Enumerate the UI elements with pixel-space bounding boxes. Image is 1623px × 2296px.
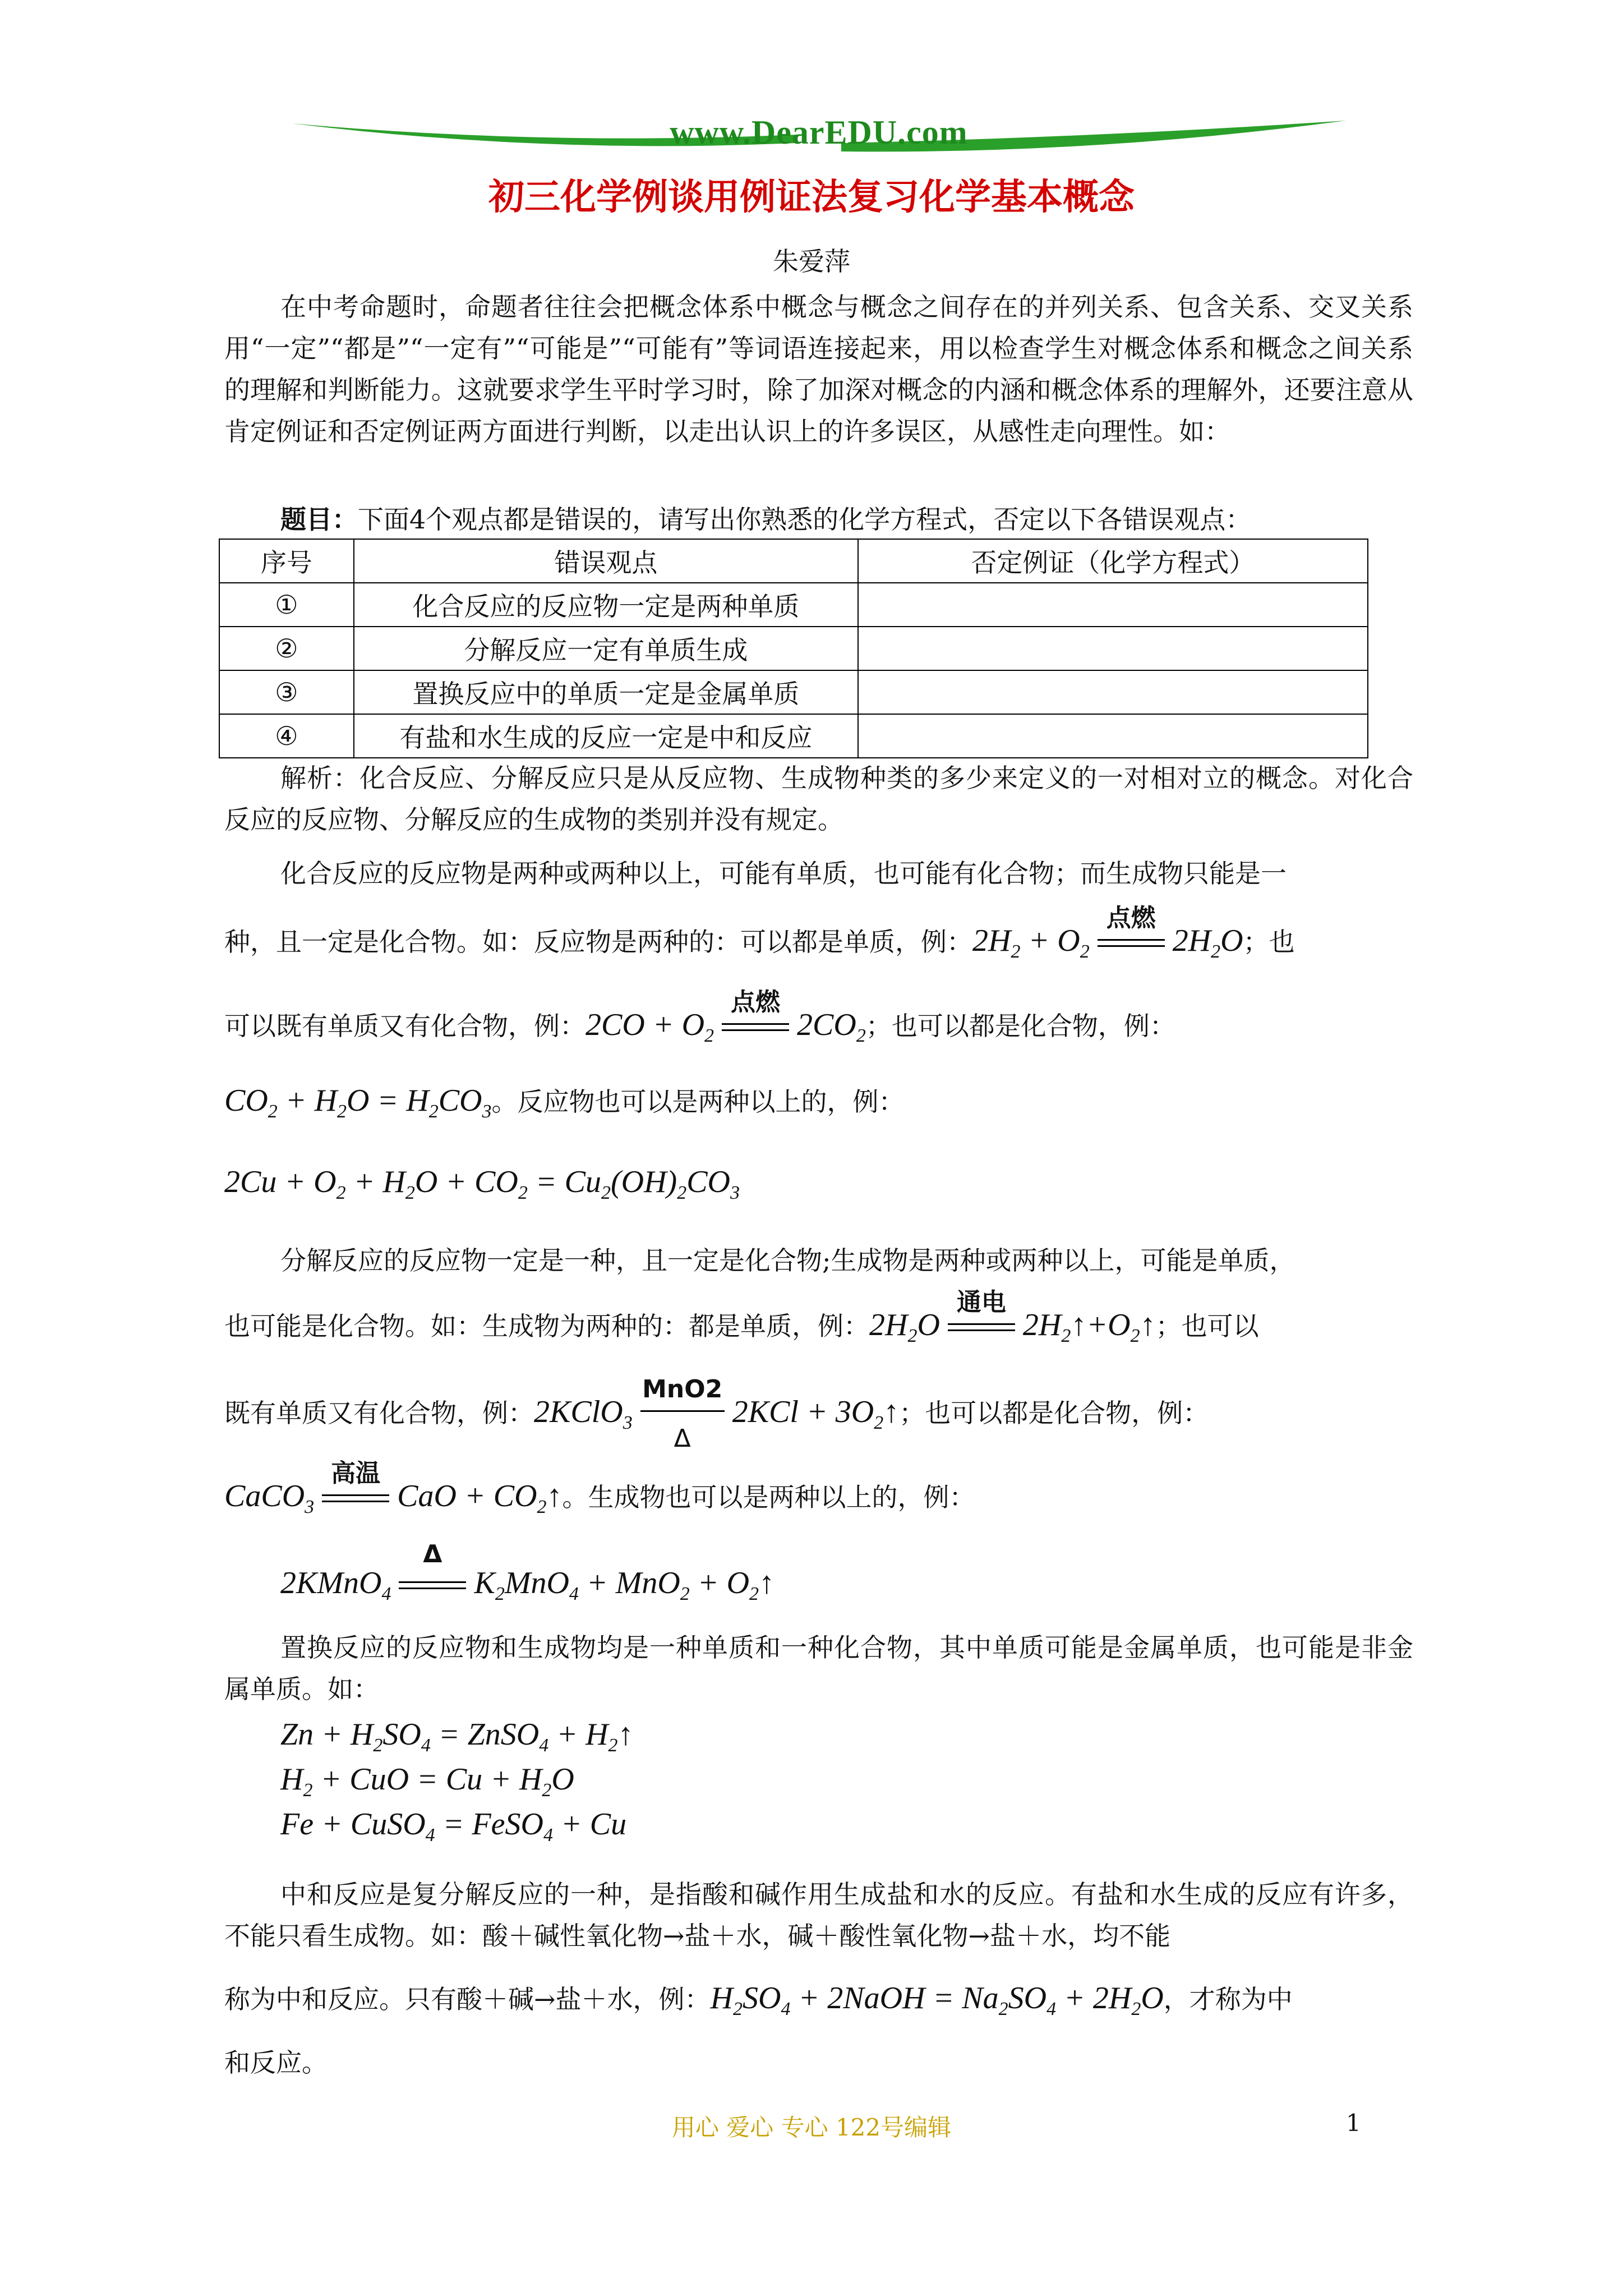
text: ；也可以都是化合物，例： bbox=[865, 1011, 1175, 1041]
decomposition-line-2 bbox=[224, 1288, 1259, 1357]
condition bbox=[399, 1540, 466, 1603]
text: 也可能是化合物。如：生成物为两种的：都是单质，例： bbox=[224, 1311, 869, 1341]
condition-label: 点燃 bbox=[1106, 904, 1156, 933]
condition-label: Δ bbox=[674, 1424, 691, 1453]
equation-water-electrolysis: $2H_2O$ 通电 $2H_2↑+O_2↑$ bbox=[869, 1308, 1156, 1342]
equation-h2-o2: $2H_2 + O_2$ 点燃 $2H_2O$ bbox=[972, 923, 1243, 958]
row-example[interactable] bbox=[858, 714, 1368, 758]
decomposition-line-1: 分解反应的反应物一定是一种，且一定是化合物;生成物是两种或两种以上，可能是单质， bbox=[280, 1245, 1295, 1276]
combination-line-1: 化合反应的反应物是两种或两种以上，可能有单质，也可能有化合物；而生成物只能是一 bbox=[280, 858, 1287, 889]
double-bar bbox=[948, 1323, 1015, 1331]
footer-text: 用心 爱心 专心 122号编辑 bbox=[671, 2114, 952, 2141]
condition-label: 通电 bbox=[956, 1288, 1006, 1317]
double-bar bbox=[399, 1581, 466, 1589]
condition-label: Δ bbox=[423, 1540, 442, 1569]
table-row bbox=[219, 714, 1368, 758]
condition bbox=[322, 1459, 389, 1516]
row-example[interactable] bbox=[858, 670, 1368, 714]
text: 。生成物也可以是两种以上的，例： bbox=[562, 1482, 975, 1512]
equation-co-o2: $2CO + O_2$ 点燃 $2CO_2$ bbox=[585, 1007, 866, 1042]
header-banner bbox=[292, 112, 1346, 163]
condition-label: 点燃 bbox=[731, 988, 781, 1017]
row-view: 化合反应的反应物一定是两种单质 bbox=[354, 583, 858, 627]
table-header: 错误观点 bbox=[354, 539, 858, 583]
row-number: ④ bbox=[219, 714, 354, 758]
equation-kmno4: 2KMnO$_4$ Δ $K_2MnO_4 + MnO_2$ + $O_2↑$ bbox=[280, 1540, 775, 1605]
equation-h2so4-naoh: $H_2SO_4$ + 2NaOH = $Na_2SO_4 + 2H_2O$ bbox=[710, 1981, 1164, 2020]
condition bbox=[640, 1375, 725, 1453]
page-number: 1 bbox=[1346, 2109, 1361, 2137]
combination-line-3 bbox=[224, 988, 1175, 1057]
neutralization-line-3: 和反应。 bbox=[224, 2047, 328, 2078]
author: 朱爱萍 bbox=[773, 246, 850, 277]
condition bbox=[948, 1288, 1015, 1345]
condition bbox=[722, 988, 789, 1045]
text: 既有单质又有化合物，例： bbox=[224, 1398, 534, 1428]
double-bar bbox=[322, 1494, 389, 1502]
text: ；也可以都是化合物，例： bbox=[899, 1398, 1209, 1428]
question bbox=[280, 499, 1251, 536]
replacement-paragraph: 置换反应的反应物和生成物均是一种单质和一种化合物，其中单质可能是金属单质，也可能是非金属单质。如： bbox=[224, 1632, 1413, 1704]
text: 称为中和反应。只有酸＋碱→盐＋水，例： bbox=[224, 1984, 711, 2014]
question-label: 题目： bbox=[280, 504, 358, 535]
neutralization-line-2 bbox=[224, 1977, 1293, 2030]
decomposition-line-3 bbox=[224, 1375, 1209, 1453]
decomposition-line-4 bbox=[224, 1459, 975, 1528]
double-bar bbox=[722, 1023, 789, 1031]
equation-kclo3: 2KClO$_3$ MnO2 Δ $2KCl + 3O_2↑$ bbox=[534, 1395, 899, 1429]
row-example[interactable] bbox=[858, 627, 1368, 670]
table-row bbox=[219, 583, 1368, 627]
condition-label: MnO2 bbox=[642, 1375, 723, 1404]
table-header: 序号 bbox=[219, 539, 354, 583]
equation-basic-copper-carbonate: $2Cu + O_2 + H_2O + CO_2 = Cu_2(OH)_2CO_3$ bbox=[224, 1165, 740, 1204]
row-view: 有盐和水生成的反应一定是中和反应 bbox=[354, 714, 858, 758]
table-header: 否定例证（化学方程式） bbox=[858, 539, 1368, 583]
equation-co2-h2o: $CO_2 + H_2O = H_2CO_3$ bbox=[224, 1083, 492, 1122]
bar bbox=[640, 1410, 725, 1412]
combination-line-4 bbox=[224, 1080, 905, 1133]
intro-paragraph: 在中考命题时，命题者往往会把概念体系中概念与概念之间存在的并列关系、包含关系、交叉关系用“一定”“都是”“一定有”“可能是”“可能有”等词语连接起来，用以检查学生对概念体系和概念之间关系的理解和判断能力。这就要求学生平时学习时，除了加深对概念的内涵和概念体系的理解外，还要注意从肯定例证和否定例证两方面进行判断，以走出认识上的许多误区，从感性走向理性。如： bbox=[224, 292, 1413, 447]
text: ；也可以 bbox=[1155, 1311, 1259, 1341]
neutralization-paragraph: 中和反应是复分解反应的一种，是指酸和碱作用生成盐和水的反应。有盐和水生成的反应有许多，不能只看生成物。如：酸＋碱性氧化物→盐＋水，碱＋酸性氧化物→盐＋水，均不能 bbox=[224, 1879, 1413, 1951]
condition bbox=[1098, 904, 1165, 960]
row-number: ② bbox=[219, 627, 354, 670]
equation-zn-h2so4: $Zn + H_2SO_4$ = ZnSO$_4$ + $H_2↑$ bbox=[280, 1717, 634, 1756]
page-title: 初三化学例谈用例证法复习化学基本概念 bbox=[488, 176, 1135, 218]
double-bar bbox=[1098, 939, 1165, 947]
equation-h2-cuo: $H_2$ + CuO = $Cu + H_2O$ bbox=[280, 1762, 574, 1801]
row-number: ① bbox=[219, 583, 354, 627]
row-example[interactable] bbox=[858, 583, 1368, 627]
row-number: ③ bbox=[219, 670, 354, 714]
table-header-row bbox=[219, 539, 1368, 583]
views-table bbox=[219, 539, 1368, 758]
text: 可以既有单质又有化合物，例： bbox=[224, 1011, 585, 1041]
text: 。反应物也可以是两种以上的，例： bbox=[491, 1087, 905, 1117]
site-logo-text: www.DearEDU.com bbox=[670, 114, 968, 151]
condition-label: 高温 bbox=[331, 1459, 381, 1488]
equation-caco3: CaCO$_3$ 高温 CaO + $CO_2↑$ bbox=[224, 1479, 562, 1513]
row-view: 分解反应一定有单质生成 bbox=[354, 627, 858, 670]
table-row bbox=[219, 627, 1368, 670]
equation-fe-cuso4: Fe + CuSO$_4$ = FeSO$_4$ + Cu bbox=[280, 1807, 627, 1846]
row-view: 置换反应中的单质一定是金属单质 bbox=[354, 670, 858, 714]
combination-line-2 bbox=[224, 904, 1295, 973]
question-text: 下面4个观点都是错误的，请写出你熟悉的化学方程式，否定以下各错误观点： bbox=[358, 504, 1252, 535]
analysis-paragraph: 解析：化合反应、分解反应只是从反应物、生成物种类的多少来定义的一对相对立的概念。对化合反应的反应物、分解反应的生成物的类别并没有规定。 bbox=[224, 763, 1413, 835]
table-row bbox=[219, 670, 1368, 714]
text: ，才称为中 bbox=[1163, 1984, 1293, 2014]
text: 种，且一定是化合物。如：反应物是两种的：可以都是单质，例： bbox=[224, 927, 972, 957]
text: ；也 bbox=[1243, 927, 1295, 957]
